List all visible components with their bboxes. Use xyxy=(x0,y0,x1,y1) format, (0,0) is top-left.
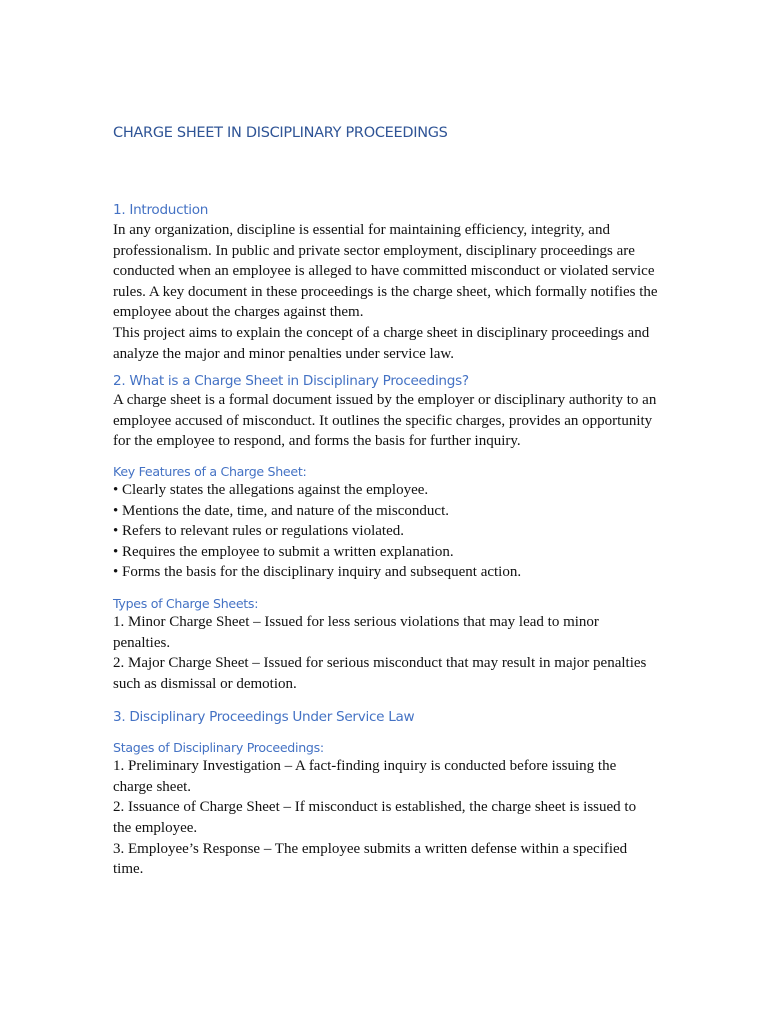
document-body xyxy=(113,125,658,880)
introduction-heading: 1. Introduction xyxy=(113,202,209,218)
list-item: • Clearly states the allegations against the employee. xyxy=(113,481,429,498)
list-item: • Mentions the date, time, and nature of the misconduct. xyxy=(113,502,449,519)
document-title: CHARGE SHEET IN DISCIPLINARY PROCEEDINGS xyxy=(113,125,448,141)
stages-list xyxy=(113,756,658,880)
list-item: 2. Issuance of Charge Sheet – If misconduct is established, the charge sheet is issued to the employee. xyxy=(113,799,637,837)
list-item: 3. Employee’s Response – The employee submits a written defense within a specified time. xyxy=(113,840,628,878)
stages-heading: Stages of Disciplinary Proceedings: xyxy=(113,740,324,756)
list-item: • Forms the basis for the disciplinary inquiry and subsequent action. xyxy=(113,564,522,581)
list-item: 2. Major Charge Sheet – Issued for serious misconduct that may result in major penalties such as dismissal or demotion. xyxy=(113,655,647,692)
key-features-list xyxy=(113,480,658,583)
list-item: 1. Minor Charge Sheet – Issued for less serious violations that may lead to minor penalties. xyxy=(113,613,599,651)
charge-sheet-heading: 2. What is a Charge Sheet in Disciplinary Proceedings? xyxy=(113,373,469,390)
charge-sheet-paragraph: A charge sheet is a formal document issued by the employer or disciplinary authority to an employee accused of misconduct. It outlines the specific charges, provides an opportunity for the employee to respond, and forms the basis for further inquiry. xyxy=(113,392,657,450)
types-list xyxy=(113,612,658,694)
proceedings-heading: 3. Disciplinary Proceedings Under Service Law xyxy=(113,709,415,726)
key-features-heading: Key Features of a Charge Sheet: xyxy=(113,463,307,479)
list-item: • Refers to relevant rules or regulations violated. xyxy=(113,523,404,540)
introduction-paragraph-2: This project aims to explain the concept of a charge sheet in disciplinary proceedings and analyze the major and minor penalties under service law. xyxy=(113,324,650,362)
types-heading: Types of Charge Sheets: xyxy=(113,595,259,611)
list-item: 1. Preliminary Investigation – A fact-finding inquiry is conducted before issuing the charge sheet. xyxy=(113,758,617,795)
list-item: • Requires the employee to submit a written explanation. xyxy=(113,543,454,560)
introduction-paragraph-1: In any organization, discipline is essential for maintaining efficiency, integrity, and professionalism. In public and private sector employment, disciplinary proceedings are conducted when an employee is alleged to have committed misconduct or violated service rules. A key document in these proceedings is the charge sheet, which formally notifies the employee about the charges against them. xyxy=(113,222,658,321)
